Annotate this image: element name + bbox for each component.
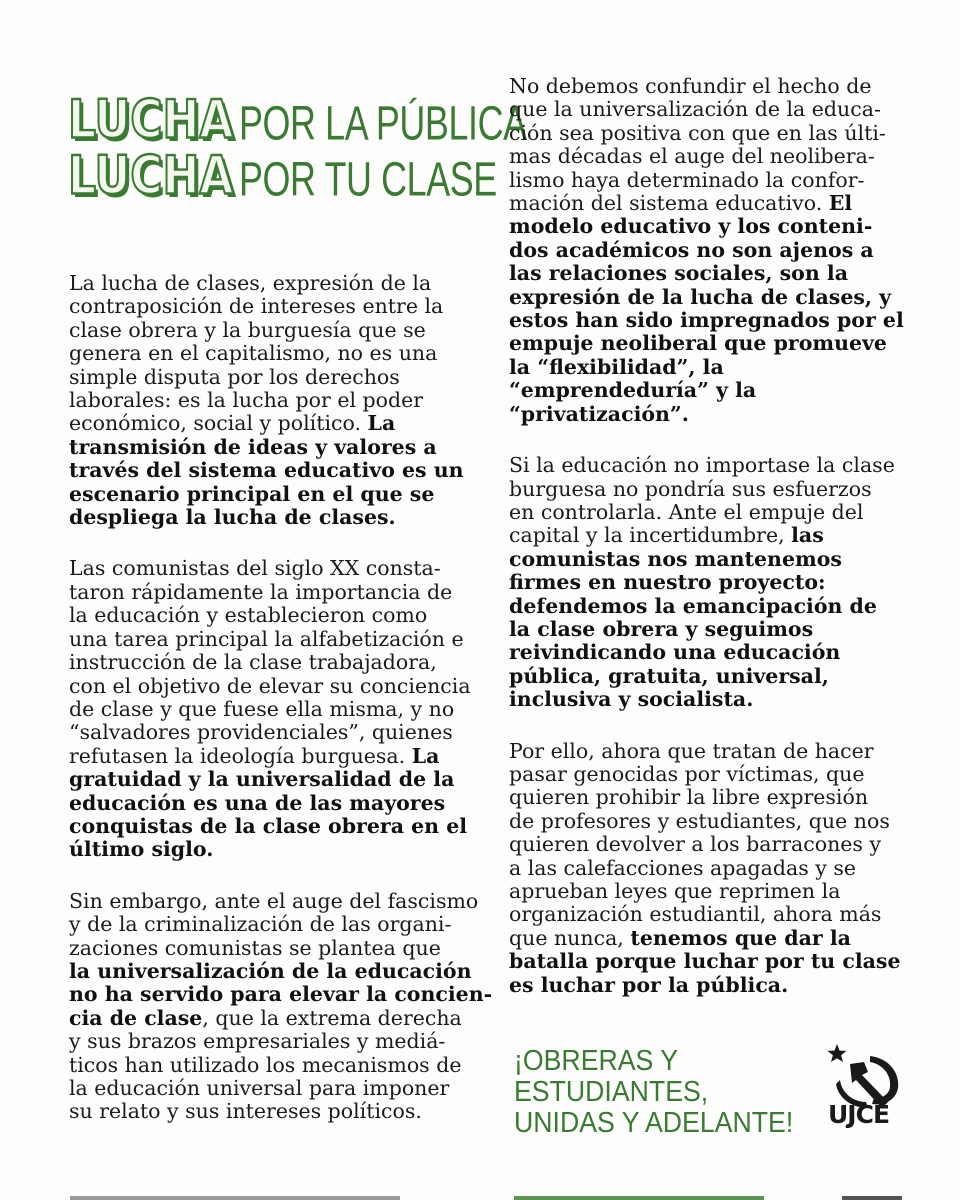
text-line: la educación universal para imponer: [69, 1076, 450, 1100]
page-title: [68, 89, 528, 210]
text-line: pasar genocidas por víctimas, que: [509, 761, 865, 786]
bold-line: gratuidad y la universalidad de la: [69, 767, 455, 792]
text-line: [69, 1007, 484, 1030]
title-line-2: [68, 145, 498, 210]
text-line: [509, 927, 904, 950]
left-paragraph-3: [69, 888, 493, 1124]
text-line: Las comunistas del siglo XX consta-: [69, 556, 441, 581]
text-line: “salvadores providenciales”, quienes: [69, 720, 453, 745]
title-rest-2: POR TU CLASE: [239, 151, 498, 206]
text-line: La lucha de clases, expresión de la: [69, 271, 432, 295]
slogan: [514, 1045, 794, 1139]
bold-line: educación es una de las mayores: [69, 790, 446, 815]
text-line: y sus brazos empresariales y mediá-: [69, 1029, 446, 1054]
bold-line: comunistas nos mantenemos: [509, 546, 842, 571]
text-line: ticos han utilizado los mecanismos de: [69, 1052, 462, 1077]
text-line: genera en el capitalismo, no es una: [69, 341, 438, 366]
bold-line: expresión de la lucha de clases, y: [509, 284, 892, 309]
bold-line: estos han sido impregnados por el: [509, 308, 904, 333]
text-line: laborales: es la lucha por el poder: [69, 388, 424, 413]
text-line: a las calefacciones apagadas y se: [509, 855, 857, 880]
text-line: en controlarla. Ante el empuje del: [509, 499, 864, 524]
bold-line: batalla porque luchar por tu clase: [509, 949, 901, 974]
bold-line: escenario principal en el que se: [69, 481, 435, 506]
bold-line: modelo educativo y los conteni-: [509, 214, 873, 239]
text-line: quieren prohibir la libre expresión: [509, 785, 869, 810]
text-line: No debemos confundir el hecho de: [509, 74, 872, 98]
bold-line: través del sistema educativo es un: [69, 458, 464, 483]
text-line: taron rápidamente la importancia de: [69, 579, 453, 604]
text-line: contraposición de intereses entre la: [69, 294, 444, 319]
bold-line: firmes en nuestro proyecto:: [509, 570, 826, 595]
bold-line: conquistas de la clase obrera en el: [69, 813, 468, 838]
title-strong-2: LUCHA: [68, 145, 234, 207]
bold-line: inclusiva y socialista.: [509, 687, 754, 712]
bold-line: pública, gratuita, universal,: [509, 663, 829, 688]
text-line: zaciones comunistas se plantea que: [69, 935, 441, 960]
text-line: Si la educación no importase la clase: [509, 453, 895, 478]
text-line: Sin embargo, ante el auge del fascismo: [69, 888, 479, 913]
bold-line: empuje neoliberal que promueve: [509, 331, 887, 356]
text-line: burguesa no pondría sus esfuerzos: [509, 476, 872, 501]
text-segment: capital y la incertidumbre,: [509, 523, 785, 548]
bold-line: despliega la lucha de clases.: [69, 505, 396, 530]
slogan-line: ESTUDIANTES,: [514, 1076, 709, 1108]
text-segment: , que la extrema derecha: [202, 1005, 462, 1030]
text-line: de profesores y estudiantes, que nos: [509, 808, 890, 833]
bold-segment: tenemos que dar la: [630, 925, 851, 950]
cutoff-text-left: [70, 1193, 400, 1200]
bold-line: las relaciones sociales, son la: [509, 261, 848, 286]
bold-line: último siglo.: [69, 837, 214, 862]
left-paragraph-1: [69, 272, 484, 529]
bold-line: dos académicos no son ajenos a: [509, 237, 874, 262]
cutoff-text-right: [842, 1193, 902, 1200]
bold-line: no ha servido para elevar la concien-: [69, 982, 493, 1007]
text-line: simple disputa por los derechos: [69, 364, 400, 389]
text-line: de clase y que fuese ella misma, y no: [69, 696, 455, 721]
text-line: clase obrera y la burguesía que se: [69, 317, 426, 342]
text-line: y de la criminalización de las organi-: [69, 912, 452, 937]
text-line: lismo haya determinado la confor-: [509, 167, 865, 192]
text-line: la educación y establecieron como: [69, 603, 428, 628]
text-line: [69, 745, 484, 768]
text-line: una tarea principal la alfabetización e: [69, 626, 464, 651]
right-paragraph-1: [509, 75, 904, 426]
text-segment: mación del sistema educativo.: [509, 191, 823, 216]
text-line: [509, 192, 904, 215]
bold-segment: El: [828, 191, 853, 216]
text-line: ción sea positiva con que en las últi-: [509, 120, 886, 145]
title-strong-1: LUCHA: [68, 89, 234, 151]
logo-text: UJCE: [828, 1100, 890, 1129]
bold-line: reivindicando una educación: [509, 640, 841, 665]
text-line: que la universalización de la educa-: [509, 97, 881, 122]
bold-line: defendemos la emancipación de: [509, 593, 877, 618]
text-line: instrucción de la clase trabajadora,: [69, 650, 437, 675]
slogan-line: ¡OBRERAS Y: [514, 1045, 679, 1077]
text-line: [509, 524, 904, 547]
text-segment: refutasen la ideología burguesa.: [69, 743, 406, 768]
text-line: organización estudiantil, ahora más: [509, 902, 882, 927]
slogan-line: UNIDAS Y ADELANTE!: [514, 1107, 794, 1139]
text-line: Por ello, ahora que tratan de hacer: [509, 738, 874, 763]
text-line: [69, 412, 484, 435]
bold-line: la clase obrera y seguimos: [509, 616, 814, 641]
bold-line: “privatización”.: [509, 401, 689, 426]
text-segment: que nunca,: [509, 925, 624, 950]
bold-line: la “flexibilidad”, la: [509, 354, 724, 379]
bold-line: es luchar por la pública.: [509, 972, 789, 997]
left-paragraph-2: [69, 557, 484, 861]
bold-segment: cia de clase: [69, 1005, 203, 1030]
text-line: quieren devolver a los barracones y: [509, 832, 882, 857]
bold-segment: La: [411, 743, 440, 768]
text-line: con el objetivo de elevar su conciencia: [69, 673, 471, 698]
right-paragraph-3: [509, 740, 904, 997]
right-paragraph-2: [509, 454, 904, 711]
bold-line: “emprendeduría” y la: [509, 378, 757, 403]
right-column: [509, 75, 904, 1025]
title-rest-1: POR LA PÚBLICA: [239, 95, 528, 150]
text-line: aprueban leyes que reprimen la: [509, 879, 841, 903]
bold-line: la universalización de la educación: [69, 958, 472, 983]
left-column: [69, 271, 493, 1152]
text-line: su relato y sus intereses políticos.: [69, 1099, 422, 1124]
text-segment: económico, social y político.: [69, 411, 361, 436]
star-icon: [828, 1044, 847, 1062]
text-line: mas décadas el auge del neolibera-: [509, 144, 875, 169]
bold-segment: La: [367, 411, 396, 436]
bold-line: transmisión de ideas y valores a: [69, 434, 437, 459]
bold-segment: las: [791, 523, 824, 548]
cutoff-text-green: [514, 1193, 764, 1200]
